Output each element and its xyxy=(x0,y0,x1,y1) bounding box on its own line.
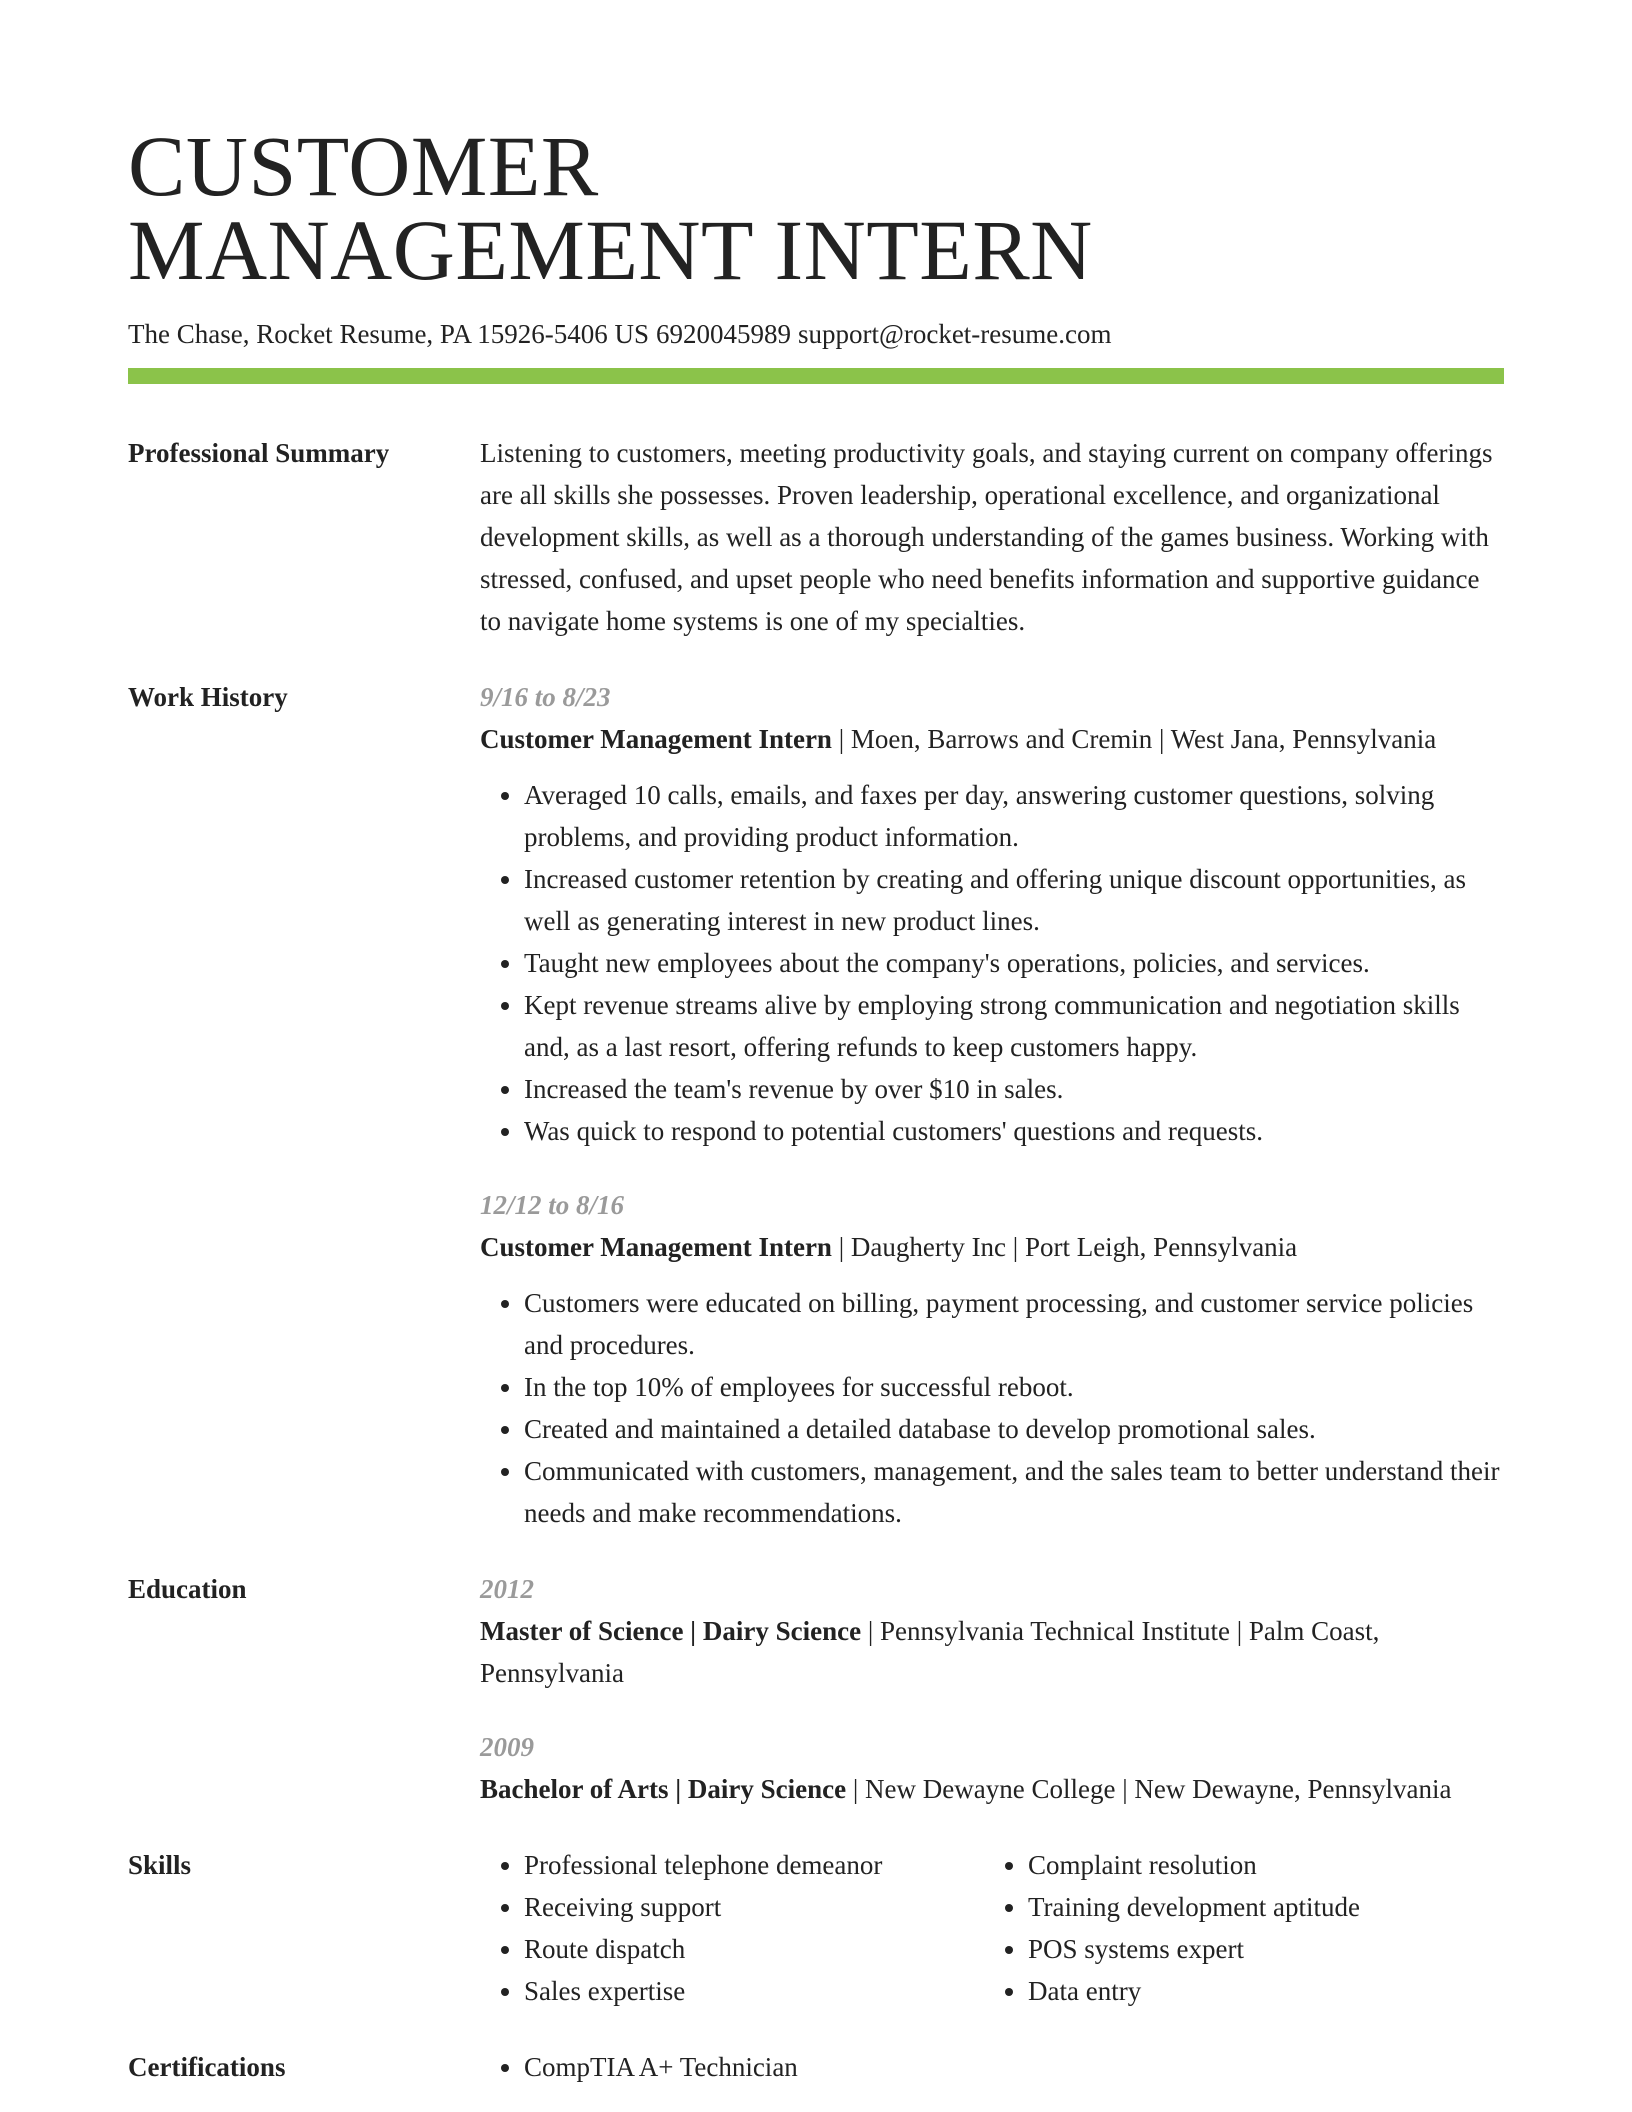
job-entry xyxy=(480,1184,1504,1534)
list-item: • Was quick to respond to potential customers' questions and requests. xyxy=(524,1110,1504,1152)
list-item: • Communicated with customers, management, and the sales team to better understand their needs and make recommendations. xyxy=(524,1450,1504,1534)
job-entry xyxy=(480,676,1504,1152)
contact-address: The Chase, Rocket Resume, PA 15926-5406 US xyxy=(128,319,649,349)
skills-column-1 xyxy=(480,1844,984,2012)
list-item: • Customers were educated on billing, payment processing, and customer service policies and procedures. xyxy=(524,1282,1504,1366)
resume-page xyxy=(128,118,1504,2088)
title-line-1: CUSTOMER xyxy=(128,118,599,214)
education-body xyxy=(480,1568,1504,1810)
education-line xyxy=(480,1768,1504,1810)
list-item: • Increased the team's revenue by over $10 in sales. xyxy=(524,1068,1504,1110)
education-details: | Pennsylvania Technical Institute | Palm Coast, Pennsylvania xyxy=(480,1616,1380,1688)
contact-phone: 6920045989 xyxy=(655,319,791,349)
education-label: Education xyxy=(128,1574,247,1604)
work-history-body xyxy=(480,676,1504,1534)
summary-label: Professional Summary xyxy=(128,438,390,468)
job-role: Customer Management Intern xyxy=(480,724,832,754)
list-item: • CompTIA A+ Technician xyxy=(524,2046,1504,2088)
list-item: • Taught new employees about the company's operations, policies, and services. xyxy=(524,942,1504,984)
education-entry xyxy=(480,1726,1504,1810)
work-history-section xyxy=(128,676,1504,1534)
list-item: • In the top 10% of employees for successful reboot. xyxy=(524,1366,1504,1408)
skills-section xyxy=(128,1844,1504,2012)
job-role: Customer Management Intern xyxy=(480,1232,832,1262)
list-item: • Sales expertise xyxy=(524,1970,984,2012)
education-details: | New Dewayne College | New Dewayne, Pennsylvania xyxy=(846,1774,1452,1804)
list-item: • Increased customer retention by creating and offering unique discount opportunities, as well as generating interest in new product lines. xyxy=(524,858,1504,942)
job-title-line xyxy=(480,1226,1504,1268)
work-history-label: Work History xyxy=(128,682,288,712)
list-item: • Averaged 10 calls, emails, and faxes per day, answering customer questions, solving problems, and providing product information. xyxy=(524,774,1504,858)
accent-divider xyxy=(128,368,1504,384)
skills-column-2 xyxy=(984,1844,1488,2012)
summary-text: Listening to customers, meeting productivity goals, and staying current on company offerings are all skills she possesses. Proven leadership, operational excellence, and organizational development skills, as well as a thorough understanding of the games business. Working with stressed, confused, and upset people who need benefits information and supportive guidance to navigate home systems is one of my specialties. xyxy=(480,438,1493,636)
job-details: | Daugherty Inc | Port Leigh, Pennsylvania xyxy=(831,1232,1298,1262)
education-date: 2009 xyxy=(480,1732,534,1762)
certifications-list xyxy=(480,2046,1504,2088)
list-item: • Route dispatch xyxy=(524,1928,984,1970)
list-item: • Training development aptitude xyxy=(1028,1886,1488,1928)
job-date: 12/12 to 8/16 xyxy=(480,1190,625,1220)
contact-email: support@rocket-resume.com xyxy=(797,319,1112,349)
education-date: 2012 xyxy=(480,1574,534,1604)
list-item: • Created and maintained a detailed database to develop promotional sales. xyxy=(524,1408,1504,1450)
list-item: • POS systems expert xyxy=(1028,1928,1488,1970)
education-degree: Bachelor of Arts | Dairy Science xyxy=(480,1774,847,1804)
contact-line xyxy=(128,318,1504,350)
job-date: 9/16 to 8/23 xyxy=(480,682,611,712)
resume-title xyxy=(128,118,1504,298)
education-entry xyxy=(480,1568,1504,1694)
skills-body xyxy=(480,1844,1504,2012)
job-details: | Moen, Barrows and Cremin | West Jana, Pennsylvania xyxy=(831,724,1437,754)
job-bullets xyxy=(480,1282,1504,1534)
certifications-body xyxy=(480,2046,1504,2088)
education-line xyxy=(480,1610,1504,1694)
certifications-label: Certifications xyxy=(128,2052,286,2082)
list-item: • Complaint resolution xyxy=(1028,1844,1488,1886)
list-item: • Kept revenue streams alive by employing strong communication and negotiation skills and, as a last resort, offering refunds to keep customers happy. xyxy=(524,984,1504,1068)
education-degree: Master of Science | Dairy Science xyxy=(480,1616,862,1646)
summary-section xyxy=(128,432,1504,642)
job-bullets xyxy=(480,774,1504,1152)
certifications-section xyxy=(128,2046,1504,2088)
skills-label: Skills xyxy=(128,1850,192,1880)
list-item: • Professional telephone demeanor xyxy=(524,1844,984,1886)
title-line-2: MANAGEMENT INTERN xyxy=(128,202,1093,298)
education-section xyxy=(128,1568,1504,1810)
list-item: • Data entry xyxy=(1028,1970,1488,2012)
job-title-line xyxy=(480,718,1504,760)
list-item: • Receiving support xyxy=(524,1886,984,1928)
